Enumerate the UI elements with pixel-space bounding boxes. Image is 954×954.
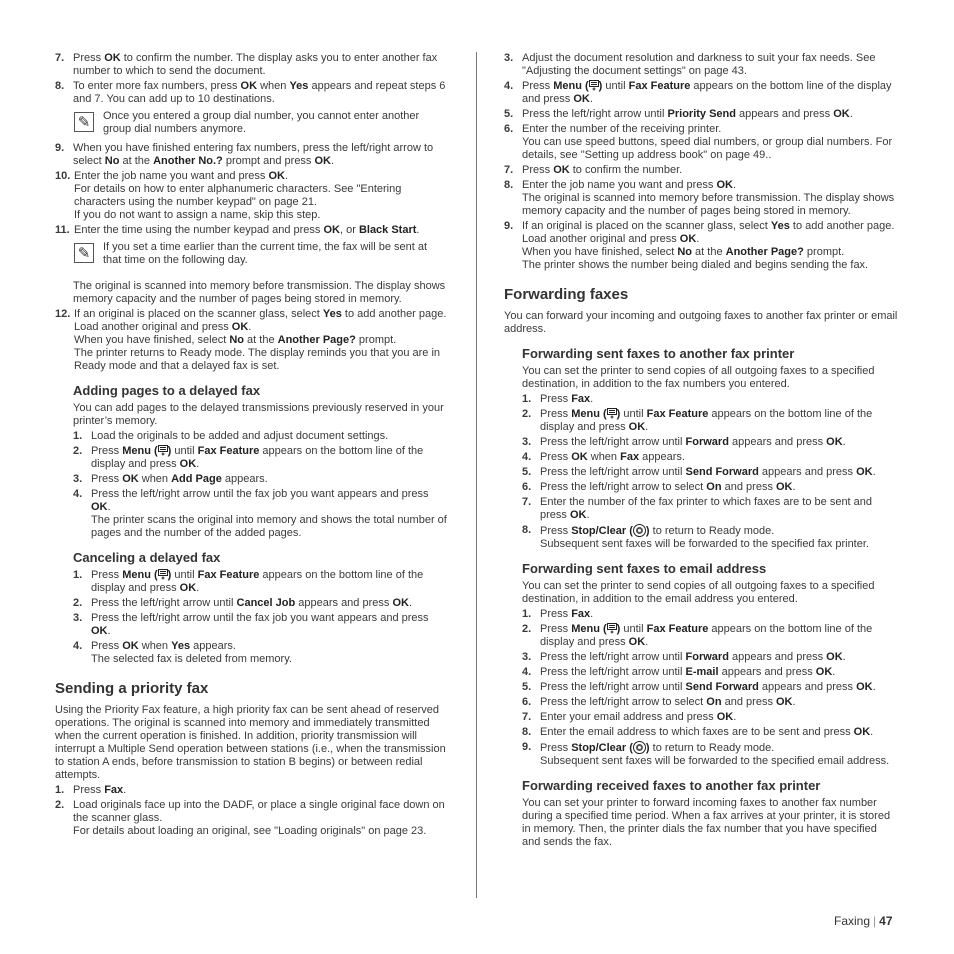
step-number: 2.	[73, 597, 83, 609]
step-text: Enter the email address to which faxes are to be sent and press OK.	[540, 726, 874, 738]
step-number: 5.	[504, 108, 514, 120]
step-text: Press the left/right arrow until E-mail appears and press OK.	[540, 666, 836, 678]
bold-term: OK	[573, 93, 590, 105]
step-subtext: The selected fax is deleted from memory.	[91, 653, 292, 665]
bold-term: )	[167, 569, 172, 581]
bold-term: )	[616, 623, 621, 635]
bold-term: Fax Feature	[197, 569, 260, 581]
list-item	[73, 640, 447, 666]
list-item	[522, 524, 898, 551]
list-item	[55, 799, 447, 838]
list-item	[522, 608, 898, 621]
list-item	[522, 393, 898, 406]
bold-term: OK	[104, 52, 121, 64]
bold-term: OK	[240, 80, 258, 92]
step-number: 8.	[504, 179, 514, 191]
list-item	[522, 651, 898, 664]
step-text: Press Menu ( ) until Fax Feature appears on the bottom line of the display and press OK.	[540, 623, 873, 648]
paragraph: The original is scanned into memory before transmission. The display shows memory capacity and the number of pages being stored in memory.	[73, 280, 446, 305]
step-text: Press Menu ( ) until Fax Feature appears on the bottom line of the display and press OK.	[91, 445, 424, 470]
steps-group	[504, 393, 898, 551]
step-text: Load the originals to be added and adjust document settings.	[91, 430, 389, 442]
list-item	[504, 179, 898, 218]
step-text: Enter the job name you want and press OK.	[522, 179, 737, 191]
step-subtext: You can use speed buttons, speed dial numbers, or group dial numbers. For details, see "Setting up address book" on page 49..	[522, 136, 893, 161]
bold-term: OK	[853, 726, 871, 738]
bold-term: OK	[323, 224, 340, 236]
steps-group	[55, 569, 447, 666]
bold-term: Cancel Job	[236, 597, 296, 609]
list-item	[522, 481, 898, 494]
bold-term: OK	[392, 597, 409, 609]
list-item	[55, 308, 447, 373]
bold-term: On	[706, 696, 722, 708]
list-item	[73, 430, 447, 443]
paragraph: You can add pages to the delayed transmissions previously reserved in your printer’s memory.	[73, 402, 444, 427]
bold-term: OK	[553, 164, 570, 176]
step-text: If an original is placed on the scanner glass, select Yes to add another page. Load another original and press OK.	[74, 308, 447, 333]
bold-term: OK	[856, 466, 873, 478]
step-number: 12.	[55, 308, 71, 320]
step-text: Press OK when Add Page appears.	[91, 473, 268, 485]
step-number: 3.	[73, 473, 83, 485]
menu-button-icon	[607, 408, 617, 419]
list-item	[522, 741, 898, 768]
step-text: Adjust the document resolution and darkness to suit your fax needs. See "Adjusting the document settings" on page 43.	[522, 52, 876, 77]
note-box	[55, 110, 447, 136]
bold-term: )	[645, 742, 650, 754]
bold-term: OK	[569, 509, 587, 521]
step-text: Press the left/right arrow to select On and press OK.	[540, 481, 796, 493]
step-text: Press the left/right arrow until Send Forward appears and press OK.	[540, 466, 876, 478]
bold-term: OK	[179, 582, 197, 594]
menu-button-icon	[158, 445, 168, 456]
step-text: Enter the job name you want and press OK.	[74, 170, 289, 182]
list-item	[504, 108, 898, 121]
bold-term: OK	[826, 651, 843, 663]
step-number: 5.	[522, 681, 532, 693]
bold-term: Yes	[289, 80, 309, 92]
bold-term: OK	[716, 711, 734, 723]
step-number: 2.	[522, 623, 532, 635]
bold-term: OK	[776, 481, 793, 493]
bold-term: Yes	[770, 220, 790, 232]
step-number: 2.	[73, 445, 83, 457]
step-text: Press the left/right arrow until Forward appears and press OK.	[540, 651, 846, 663]
step-text: Enter the time using the number keypad and press OK, or Black Start.	[74, 224, 420, 236]
bold-term: OK	[776, 696, 793, 708]
list-item	[73, 488, 447, 540]
step-number: 9.	[504, 220, 514, 232]
list-item	[73, 473, 447, 486]
steps-group	[504, 52, 898, 272]
list-item	[73, 597, 447, 610]
step-text: Enter the number of the receiving printer.	[522, 123, 722, 135]
bold-term: OK	[856, 681, 873, 693]
step-number: 4.	[73, 640, 83, 652]
note-pencil-icon: ✎	[74, 112, 94, 132]
step-text: Press Stop/Clear ( ) to return to Ready mode.	[540, 525, 775, 537]
step-subtext: The original is scanned into memory before transmission. The display shows memory capacity and the number of pages being stored in memory.	[522, 192, 895, 217]
bold-term: No	[677, 246, 692, 258]
step-subtext: When you have finished, select No at the Another Page? prompt.	[522, 246, 845, 258]
step-number: 10.	[55, 170, 71, 182]
bold-term: OK	[833, 108, 850, 120]
step-text: Press the left/right arrow until Forward appears and press OK.	[540, 436, 846, 448]
bold-term: Priority Send	[667, 108, 736, 120]
step-number: 8.	[522, 524, 532, 536]
bold-term: Fax Feature	[646, 623, 709, 635]
list-item	[522, 451, 898, 464]
bold-term: Menu (	[571, 623, 607, 635]
list-item	[522, 726, 898, 739]
steps-group	[504, 608, 898, 768]
bold-term: No	[104, 155, 120, 167]
bold-term: Menu (	[122, 569, 158, 581]
list-item	[73, 612, 447, 638]
list-item	[504, 80, 898, 106]
list-item	[522, 436, 898, 449]
bold-term: On	[706, 481, 722, 493]
bold-term: Another No.?	[153, 155, 223, 167]
bold-term: OK	[716, 179, 733, 191]
step-number: 11.	[55, 224, 70, 236]
paragraph: Using the Priority Fax feature, a high priority fax can be sent ahead of reserved operations. The original is scanned into memory and immediately transmitted when the current operation is finished. In addition, priority transmission will interrupt a Multiple Send operation between stations (i.e., when the transmission to station A ends, before transmission to station B begins) or between redial attempts.	[55, 704, 446, 781]
list-item	[55, 80, 447, 106]
step-number: 6.	[522, 481, 532, 493]
step-text: Press Menu ( ) until Fax Feature appears on the bottom line of the display and press OK.	[540, 408, 873, 433]
footer-section: Faxing	[834, 914, 871, 928]
bold-term: Send Forward	[685, 466, 759, 478]
step-text: When you have finished entering fax numbers, press the left/right arrow to select No at the Another No.? prompt and press OK.	[73, 142, 434, 167]
bold-term: OK	[91, 625, 108, 637]
step-number: 3.	[504, 52, 514, 64]
list-item	[522, 696, 898, 709]
bold-term: Fax Feature	[628, 80, 691, 92]
step-text: Press the left/right arrow until Send Forward appears and press OK.	[540, 681, 876, 693]
bold-term: Yes	[171, 640, 191, 652]
step-text: Press Menu ( ) until Fax Feature appears on the bottom line of the display and press OK.	[522, 80, 892, 105]
bold-term: Stop/Clear (	[571, 525, 633, 537]
menu-button-icon	[607, 623, 617, 634]
bold-term: OK	[571, 451, 588, 463]
step-subtext: For details about loading an original, see "Loading originals" on page 23.	[73, 825, 427, 837]
bold-term: OK	[231, 321, 249, 333]
step-text: If an original is placed on the scanner glass, select Yes to add another page. Load another original and press OK.	[522, 220, 895, 245]
step-number: 5.	[522, 466, 532, 478]
step-text: Press the left/right arrow until the fax job you want appears and press OK.	[91, 488, 429, 513]
step-number: 7.	[522, 496, 532, 508]
bold-term: Add Page	[171, 473, 222, 485]
step-number: 8.	[55, 80, 65, 92]
step-text: Press Stop/Clear ( ) to return to Ready mode.	[540, 742, 775, 754]
list-item	[522, 666, 898, 679]
step-text: Press OK to confirm the number. The display asks you to enter another fax number to which to send the document.	[73, 52, 438, 77]
step-text: Press the left/right arrow until Priority Send appears and press OK.	[522, 108, 853, 120]
bold-term: No	[229, 334, 244, 346]
page-number: 47	[879, 914, 893, 928]
step-number: 2.	[522, 408, 532, 420]
step-text: Press OK to confirm the number.	[522, 164, 683, 176]
heading-forwarding-faxes: Forwarding faxes	[504, 286, 629, 303]
bold-term: OK	[268, 170, 285, 182]
step-text: Press OK when Yes appears.	[91, 640, 236, 652]
bold-term: Another Page?	[725, 246, 804, 258]
stop-clear-button-icon	[633, 524, 646, 537]
bold-term: Send Forward	[685, 681, 759, 693]
list-item	[522, 623, 898, 649]
list-item	[504, 220, 898, 272]
list-item	[55, 784, 447, 797]
step-text: Press Fax.	[540, 393, 594, 405]
step-number: 3.	[73, 612, 83, 624]
bold-term: Fax	[571, 393, 591, 405]
step-subtext: When you have finished, select No at the Another Page? prompt.	[74, 334, 397, 346]
step-text: Enter the number of the fax printer to which faxes are to be sent and press OK.	[540, 496, 873, 521]
step-text: Press Fax.	[540, 608, 594, 620]
bold-term: OK	[815, 666, 833, 678]
bold-term: OK	[314, 155, 331, 167]
list-item	[55, 170, 447, 222]
step-text: Press Menu ( ) until Fax Feature appears on the bottom line of the display and press OK.	[91, 569, 424, 594]
step-text: Press OK when Fax appears.	[540, 451, 685, 463]
bold-term: Another Page?	[277, 334, 356, 346]
step-subtext: The printer scans the original into memory and shows the total number of pages and the number of the added pages.	[91, 514, 447, 539]
step-text: Press Fax.	[73, 784, 127, 796]
bold-term: Menu (	[553, 80, 589, 92]
step-number: 3.	[522, 436, 532, 448]
list-item	[73, 445, 447, 471]
list-item	[522, 408, 898, 434]
paragraph: You can forward your incoming and outgoing faxes to another fax printer or email address.	[504, 310, 898, 335]
bold-term: OK	[179, 458, 197, 470]
step-number: 4.	[522, 451, 532, 463]
bold-term: Fax	[620, 451, 640, 463]
bold-term: E-mail	[685, 666, 719, 678]
paragraph: You can set the printer to send copies of all outgoing faxes to a specified destination, in addition to the fax numbers you entered.	[522, 365, 875, 390]
step-subtext: Subsequent sent faxes will be forwarded to the specified fax printer.	[540, 538, 869, 550]
step-number: 6.	[504, 123, 514, 135]
stop-clear-button-icon	[633, 741, 646, 754]
heading-forward-to-email: Forwarding sent faxes to email address	[522, 561, 767, 576]
list-item	[504, 164, 898, 177]
heading-canceling-fax: Canceling a delayed fax	[73, 550, 221, 565]
step-subtext: The printer shows the number being dialed and begins sending the fax.	[522, 259, 869, 271]
page-footer	[834, 915, 893, 928]
list-item	[55, 142, 447, 168]
step-number: 2.	[55, 799, 65, 811]
left-column	[55, 52, 447, 840]
bold-term: OK	[122, 473, 139, 485]
paragraph: You can set the printer to send copies of all outgoing faxes to a specified destination, in addition to the email address you entered.	[522, 580, 875, 605]
step-number: 1.	[522, 393, 532, 405]
step-text: Press the left/right arrow until the fax job you want appears and press OK.	[91, 612, 429, 637]
heading-adding-pages: Adding pages to a delayed fax	[73, 383, 261, 398]
step-number: 4.	[504, 80, 514, 92]
step-number: 1.	[522, 608, 532, 620]
step-text: Press the left/right arrow to select On and press OK.	[540, 696, 796, 708]
bold-term: Fax	[571, 608, 591, 620]
note-box	[55, 241, 447, 267]
step-subtext: For details on how to enter alphanumeric characters. See "Entering characters using the number keypad" on page 21.	[74, 183, 402, 208]
steps-group	[55, 430, 447, 540]
list-item	[522, 681, 898, 694]
step-number: 4.	[73, 488, 83, 500]
step-number: 9.	[55, 142, 65, 154]
bold-term: )	[167, 445, 172, 457]
menu-button-icon	[589, 80, 599, 91]
steps-group	[55, 142, 447, 237]
step-subtext: The printer returns to Ready mode. The display reminds you that you are in Ready mode and that a delayed fax is set.	[74, 347, 441, 372]
bold-term: Fax Feature	[646, 408, 709, 420]
bold-term: OK	[122, 640, 139, 652]
step-number: 7.	[522, 711, 532, 723]
bold-term: Black Start	[358, 224, 417, 236]
step-number: 6.	[522, 696, 532, 708]
list-item	[522, 711, 898, 724]
note-text: Once you entered a group dial number, you cannot enter another group dial numbers anymore.	[103, 110, 420, 135]
column-divider	[476, 52, 477, 898]
step-text: Enter your email address and press OK.	[540, 711, 737, 723]
steps-group	[55, 52, 447, 106]
heading-forward-received: Forwarding received faxes to another fax printer	[522, 778, 821, 793]
bold-term: OK	[628, 636, 646, 648]
step-subtext: If you do not want to assign a name, skip this step.	[74, 209, 321, 221]
bold-term: OK	[826, 436, 843, 448]
bold-term: Forward	[685, 436, 729, 448]
step-text: To enter more fax numbers, press OK when Yes appears and repeat steps 6 and 7. You can add up to 10 destinations.	[73, 80, 446, 105]
bold-term: )	[598, 80, 603, 92]
steps-group	[55, 308, 447, 373]
step-number: 1.	[73, 430, 83, 442]
bold-term: Fax	[104, 784, 124, 796]
bold-term: )	[616, 408, 621, 420]
step-text: Press the left/right arrow until Cancel Job appears and press OK.	[91, 597, 412, 609]
step-number: 8.	[522, 726, 532, 738]
bold-term: Stop/Clear (	[571, 742, 633, 754]
bold-term: Menu (	[571, 408, 607, 420]
bold-term: )	[645, 525, 650, 537]
heading-forward-to-printer: Forwarding sent faxes to another fax printer	[522, 346, 795, 361]
list-item	[522, 466, 898, 479]
list-item	[55, 52, 447, 78]
list-item	[73, 569, 447, 595]
list-item	[55, 224, 447, 237]
bold-term: OK	[679, 233, 697, 245]
bold-term: OK	[91, 501, 108, 513]
right-column	[504, 52, 898, 851]
step-number: 3.	[522, 651, 532, 663]
step-subtext: Subsequent sent faxes will be forwarded to the specified email address.	[540, 755, 890, 767]
step-number: 7.	[55, 52, 65, 64]
list-item	[522, 496, 898, 522]
step-number: 1.	[73, 569, 83, 581]
bold-term: Forward	[685, 651, 729, 663]
step-text: Load originals face up into the DADF, or place a single original face down on the scanner glass.	[73, 799, 445, 824]
step-number: 7.	[504, 164, 514, 176]
step-number: 4.	[522, 666, 532, 678]
menu-button-icon	[158, 569, 168, 580]
note-text: If you set a time earlier than the current time, the fax will be sent at that time on the following day.	[103, 241, 428, 266]
footer-separator: |	[873, 914, 877, 928]
bold-term: Fax Feature	[197, 445, 260, 457]
step-number: 1.	[55, 784, 65, 796]
bold-term: Menu (	[122, 445, 158, 457]
bold-term: Yes	[322, 308, 342, 320]
bold-term: OK	[628, 421, 646, 433]
heading-priority-fax: Sending a priority fax	[55, 680, 209, 697]
paragraph: You can set your printer to forward incoming faxes to another fax number during a specified time period. When a fax arrives at your printer, it is stored in memory. Then, the printer dials the fax number that you have specified and sends the fax.	[522, 797, 891, 848]
note-pencil-icon: ✎	[74, 243, 94, 263]
list-item	[504, 52, 898, 78]
steps-group	[55, 784, 447, 838]
list-item	[504, 123, 898, 162]
step-number: 9.	[522, 741, 532, 753]
